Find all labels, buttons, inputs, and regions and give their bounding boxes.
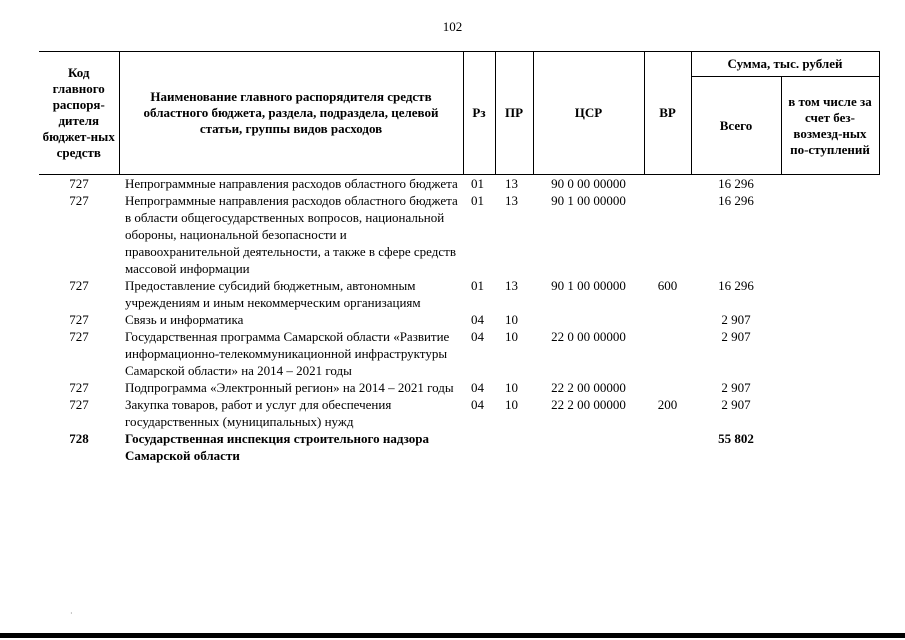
- cell-grants: [781, 311, 879, 328]
- cell-name: Связь и информатика: [125, 312, 244, 327]
- table-header: [39, 52, 879, 175]
- header-pr: ПР: [495, 52, 533, 175]
- cell-pr: 13: [505, 193, 518, 208]
- header-code: Код главного распоря-дителя бюджет-ных средств: [39, 52, 119, 175]
- cell-total: 16 296: [718, 193, 754, 208]
- cell-pr: [495, 430, 533, 464]
- table-row: [39, 328, 879, 379]
- cell-pr: 10: [505, 380, 518, 395]
- header-sum: Сумма, тыс. рублей: [691, 52, 879, 77]
- cell-grants: [781, 192, 879, 277]
- cell-rz: 04: [471, 312, 484, 327]
- cell-code: 727: [69, 312, 89, 327]
- cell-pr: 10: [505, 312, 518, 327]
- cell-csr: [533, 311, 644, 328]
- header-total: Всего: [691, 77, 781, 175]
- table-row: [39, 379, 879, 396]
- cell-pr: 13: [505, 278, 518, 293]
- cell-code: 727: [69, 329, 89, 344]
- budget-table: [39, 51, 880, 464]
- cell-pr: 10: [505, 329, 518, 344]
- header-rz: Рз: [463, 52, 495, 175]
- cell-total: 16 296: [718, 176, 754, 191]
- cell-vr: [644, 311, 691, 328]
- scan-speck: ·: [70, 609, 73, 618]
- header-csr: ЦСР: [533, 52, 644, 175]
- bottom-rule: [0, 633, 905, 638]
- cell-name: Предоставление субсидий бюджетным, автономным учреждениям и иным некоммерческим организациям: [125, 278, 421, 310]
- cell-total: 55 802: [718, 431, 754, 446]
- cell-total: 2 907: [721, 397, 751, 412]
- cell-total: 2 907: [721, 380, 751, 395]
- cell-rz: 01: [471, 193, 484, 208]
- cell-rz: 04: [471, 397, 484, 412]
- table-row: [39, 430, 879, 464]
- cell-rz: 04: [471, 329, 484, 344]
- cell-csr: 90 1 00 00000: [551, 278, 626, 293]
- page-number: 102: [442, 19, 463, 34]
- cell-rz: 01: [471, 278, 484, 293]
- cell-csr: 90 0 00 00000: [551, 176, 626, 191]
- cell-pr: 13: [505, 176, 518, 191]
- cell-code: 727: [69, 380, 89, 395]
- table-row: [39, 175, 879, 193]
- cell-code: 727: [69, 278, 89, 293]
- table-row: [39, 192, 879, 277]
- cell-grants: [781, 328, 879, 379]
- cell-grants: [781, 277, 879, 311]
- cell-total: 2 907: [721, 312, 751, 327]
- cell-grants: [781, 396, 879, 430]
- cell-name: Государственная программа Самарской области «Развитие информационно-телекоммуникационной инфраструктуры Самарской области» на 2014 – 2021 годы: [125, 329, 450, 378]
- cell-vr: [644, 328, 691, 379]
- header-grants: в том числе за счет без-возмезд-ных по-ступлений: [781, 77, 879, 175]
- cell-name: Непрограммные направления расходов областного бюджета в области общегосударственных вопросов, национальной обороны, национальной безопасности и правоохранительной деятельности, а также в сфере средств массовой информации: [125, 193, 458, 276]
- cell-vr: 600: [657, 278, 678, 293]
- table-row: [39, 311, 879, 328]
- cell-vr: [644, 430, 691, 464]
- cell-csr: [533, 430, 644, 464]
- cell-csr: 22 0 00 00000: [551, 329, 626, 344]
- cell-grants: [781, 175, 879, 193]
- table-row: [39, 396, 879, 430]
- cell-rz: 04: [471, 380, 484, 395]
- cell-code: 727: [69, 397, 89, 412]
- cell-name: Непрограммные направления расходов областного бюджета: [125, 176, 458, 191]
- cell-csr: 22 2 00 00000: [551, 380, 626, 395]
- cell-rz: [463, 430, 495, 464]
- cell-vr: [644, 175, 691, 193]
- cell-vr: [644, 192, 691, 277]
- header-vr: ВР: [644, 52, 691, 175]
- cell-code: 727: [69, 193, 89, 208]
- cell-grants: [781, 379, 879, 396]
- cell-grants: [781, 430, 879, 464]
- table-body: [39, 175, 879, 465]
- cell-name: Закупка товаров, работ и услуг для обеспечения государственных (муниципальных) нужд: [125, 397, 392, 429]
- cell-rz: 01: [471, 176, 484, 191]
- cell-total: 2 907: [721, 329, 751, 344]
- cell-csr: 22 2 00 00000: [551, 397, 626, 412]
- cell-total: 16 296: [718, 278, 754, 293]
- cell-csr: 90 1 00 00000: [551, 193, 626, 208]
- cell-pr: 10: [505, 397, 518, 412]
- cell-code: 727: [69, 176, 89, 191]
- cell-code: 728: [69, 431, 89, 446]
- header-name: Наименование главного распорядителя средств областного бюджета, раздела, подраздела, целевой статьи, группы видов расходов: [119, 52, 463, 175]
- cell-vr: [644, 379, 691, 396]
- cell-name: Государственная инспекция строительного надзора Самарской области: [125, 431, 429, 463]
- cell-vr: 200: [657, 397, 678, 412]
- table-row: [39, 277, 879, 311]
- cell-name: Подпрограмма «Электронный регион» на 2014 – 2021 годы: [125, 380, 454, 395]
